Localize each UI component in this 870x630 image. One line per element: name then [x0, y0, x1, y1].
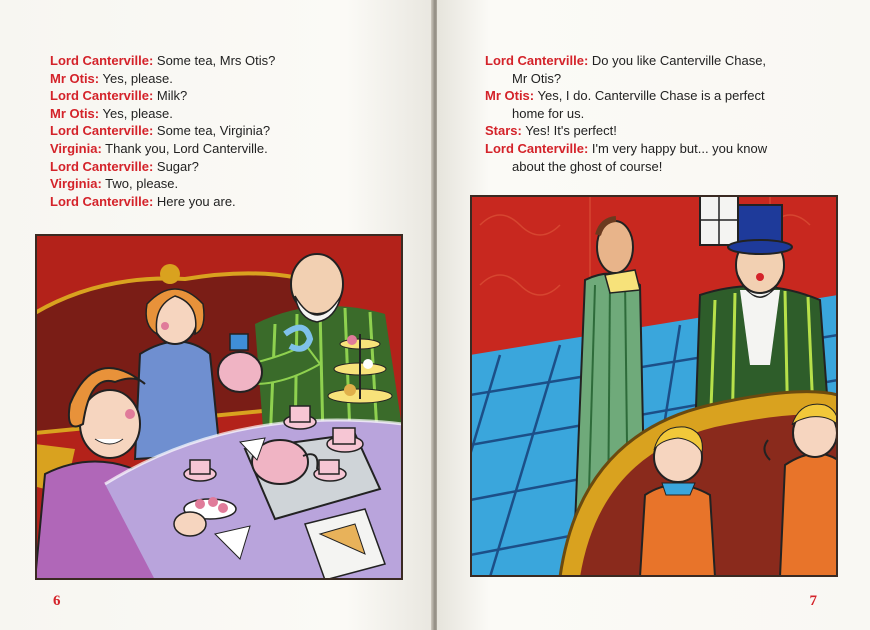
dialogue-line	[50, 122, 275, 140]
dialogue-line	[50, 87, 275, 105]
tea-party-illustration	[35, 234, 403, 580]
left-page	[0, 0, 433, 630]
right-dialogue	[485, 52, 855, 175]
dialogue-line-continued: Mr Otis?	[512, 70, 562, 86]
line-text: Thank you, Lord Canterville.	[101, 140, 268, 156]
page-number: 7	[809, 593, 817, 609]
line-text: Yes, please.	[99, 70, 173, 86]
speaker-name: Virginia:	[50, 176, 102, 192]
speaker-name: Lord Canterville:	[485, 53, 589, 68]
speaker-name: Mr Otis:	[50, 105, 100, 121]
speaker-name: Lord Canterville:	[50, 123, 154, 139]
line-text: Yes, I do. Canterville Chase is a perfect	[534, 88, 765, 104]
dialogue-line-continued: home for us.	[512, 105, 585, 121]
line-text: Some tea, Mrs Otis?	[153, 53, 276, 68]
dialogue-line	[485, 122, 855, 140]
dialogue-line	[50, 158, 275, 176]
speaker-name: Lord Canterville:	[50, 193, 154, 209]
dialogue-line-continued: about the ghost of course!	[512, 158, 663, 174]
speaker-name: Lord Canterville:	[50, 158, 154, 174]
line-text: Sugar?	[153, 158, 199, 174]
drawing-room-illustration	[470, 195, 838, 577]
line-text: Yes, please.	[99, 105, 173, 121]
line-text: Here you are.	[153, 193, 236, 209]
dialogue-line	[485, 87, 855, 105]
dialogue-line	[485, 140, 855, 158]
dialogue-line	[485, 52, 855, 70]
line-text: Some tea, Virginia?	[153, 123, 271, 139]
speaker-name: Lord Canterville:	[485, 140, 589, 156]
dialogue-line	[50, 140, 275, 158]
line-text: Do you like Canterville Chase,	[588, 53, 767, 68]
line-text: I'm very happy but... you know	[588, 140, 768, 156]
speaker-name: Lord Canterville:	[50, 88, 154, 104]
page-number: 6	[53, 593, 61, 609]
dialogue-line	[50, 105, 275, 123]
line-text: Milk?	[153, 88, 188, 104]
speaker-name: Lord Canterville:	[50, 53, 154, 68]
speaker-name: Mr Otis:	[485, 88, 535, 104]
speaker-name: Stars:	[485, 123, 522, 139]
speaker-name: Mr Otis:	[50, 70, 100, 86]
dialogue-line	[50, 52, 275, 70]
dialogue-line	[50, 193, 275, 211]
left-dialogue	[50, 52, 275, 210]
line-text: Two, please.	[101, 176, 179, 192]
dialogue-line	[50, 175, 275, 193]
dialogue-line	[50, 70, 275, 88]
speaker-name: Virginia:	[50, 140, 102, 156]
line-text: Yes! It's perfect!	[521, 123, 617, 139]
right-page	[437, 0, 870, 630]
